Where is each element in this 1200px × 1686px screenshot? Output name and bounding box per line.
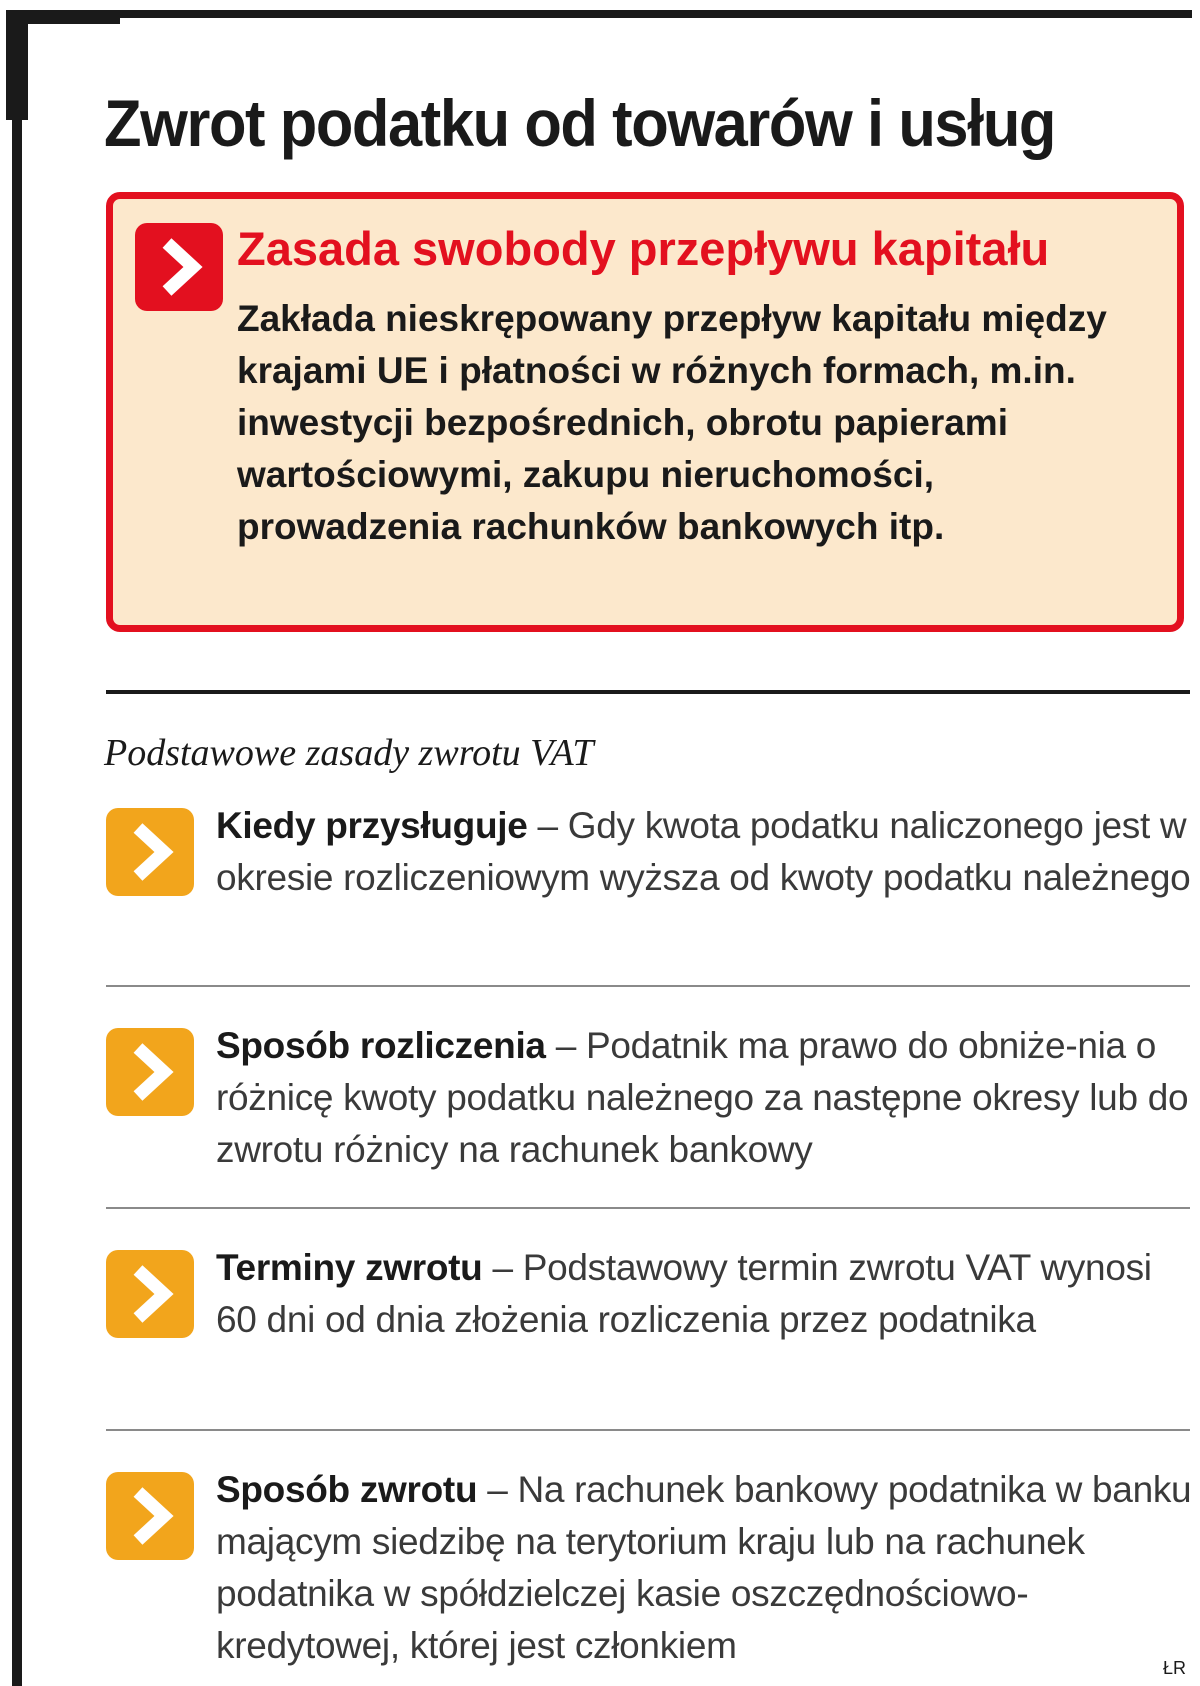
list-item-body: – Gdy kwota podatku naliczonego jest w okresie rozliczeniowym wyższa od kwoty podatku należnego bbox=[216, 805, 1191, 898]
chevron-right-icon bbox=[106, 1472, 194, 1560]
list-item-text bbox=[216, 1020, 1196, 1176]
list-item-text bbox=[216, 1464, 1196, 1672]
frame-top-accent bbox=[12, 10, 120, 24]
list-item-lead: Sposób zwrotu bbox=[216, 1469, 478, 1510]
callout-title: Zasada swobody przepływu kapitału bbox=[237, 222, 1050, 275]
list-item-lead: Sposób rozliczenia bbox=[216, 1025, 546, 1066]
item-divider bbox=[106, 1207, 1190, 1209]
list-item-body: – Podatnik ma prawo do obniże-nia o różnicę kwoty podatku należnego za następne okresy lub do zwrotu różnicy na rachunek bankowy bbox=[216, 1025, 1189, 1170]
frame-top-rule bbox=[12, 10, 1192, 18]
item-divider bbox=[106, 1429, 1190, 1431]
chevron-right-icon bbox=[135, 223, 223, 311]
list-item-body: – Na rachunek bankowy podatnika w banku mającym siedzibę na terytorium kraju lub na rachunek podatnika w spółdzielczej kasie oszczędnościowo-kredytowej, której jest członkiem bbox=[216, 1469, 1192, 1666]
page-title: Zwrot podatku od towarów i usług bbox=[104, 86, 1056, 160]
author-credit: ŁR bbox=[1162, 1658, 1186, 1678]
chevron-right-icon bbox=[106, 808, 194, 896]
item-divider bbox=[106, 985, 1190, 987]
list-item-text bbox=[216, 800, 1196, 904]
list-item-lead: Terminy zwrotu bbox=[216, 1247, 483, 1288]
list-item-body: – Podstawowy termin zwrotu VAT wynosi 60 dni od dnia złożenia rozliczenia przez podatnika bbox=[216, 1247, 1152, 1340]
frame-left-rule bbox=[12, 12, 22, 1686]
chevron-right-icon bbox=[106, 1250, 194, 1338]
list-item-lead: Kiedy przysługuje bbox=[216, 805, 528, 846]
section-divider bbox=[106, 690, 1190, 694]
chevron-right-icon bbox=[106, 1028, 194, 1116]
list-item-text bbox=[216, 1242, 1196, 1346]
section-subtitle: Podstawowe zasady zwrotu VAT bbox=[104, 732, 594, 774]
callout-text: Zakłada nieskrępowany przepływ kapitału między krajami UE i płatności w różnych formach, m.in. inwestycji bezpośrednich, obrotu papierami wartościowymi, zakupu nieruchomości, prowadzenia rachunków bankowych itp. bbox=[237, 298, 1107, 547]
callout-box bbox=[106, 192, 1184, 632]
